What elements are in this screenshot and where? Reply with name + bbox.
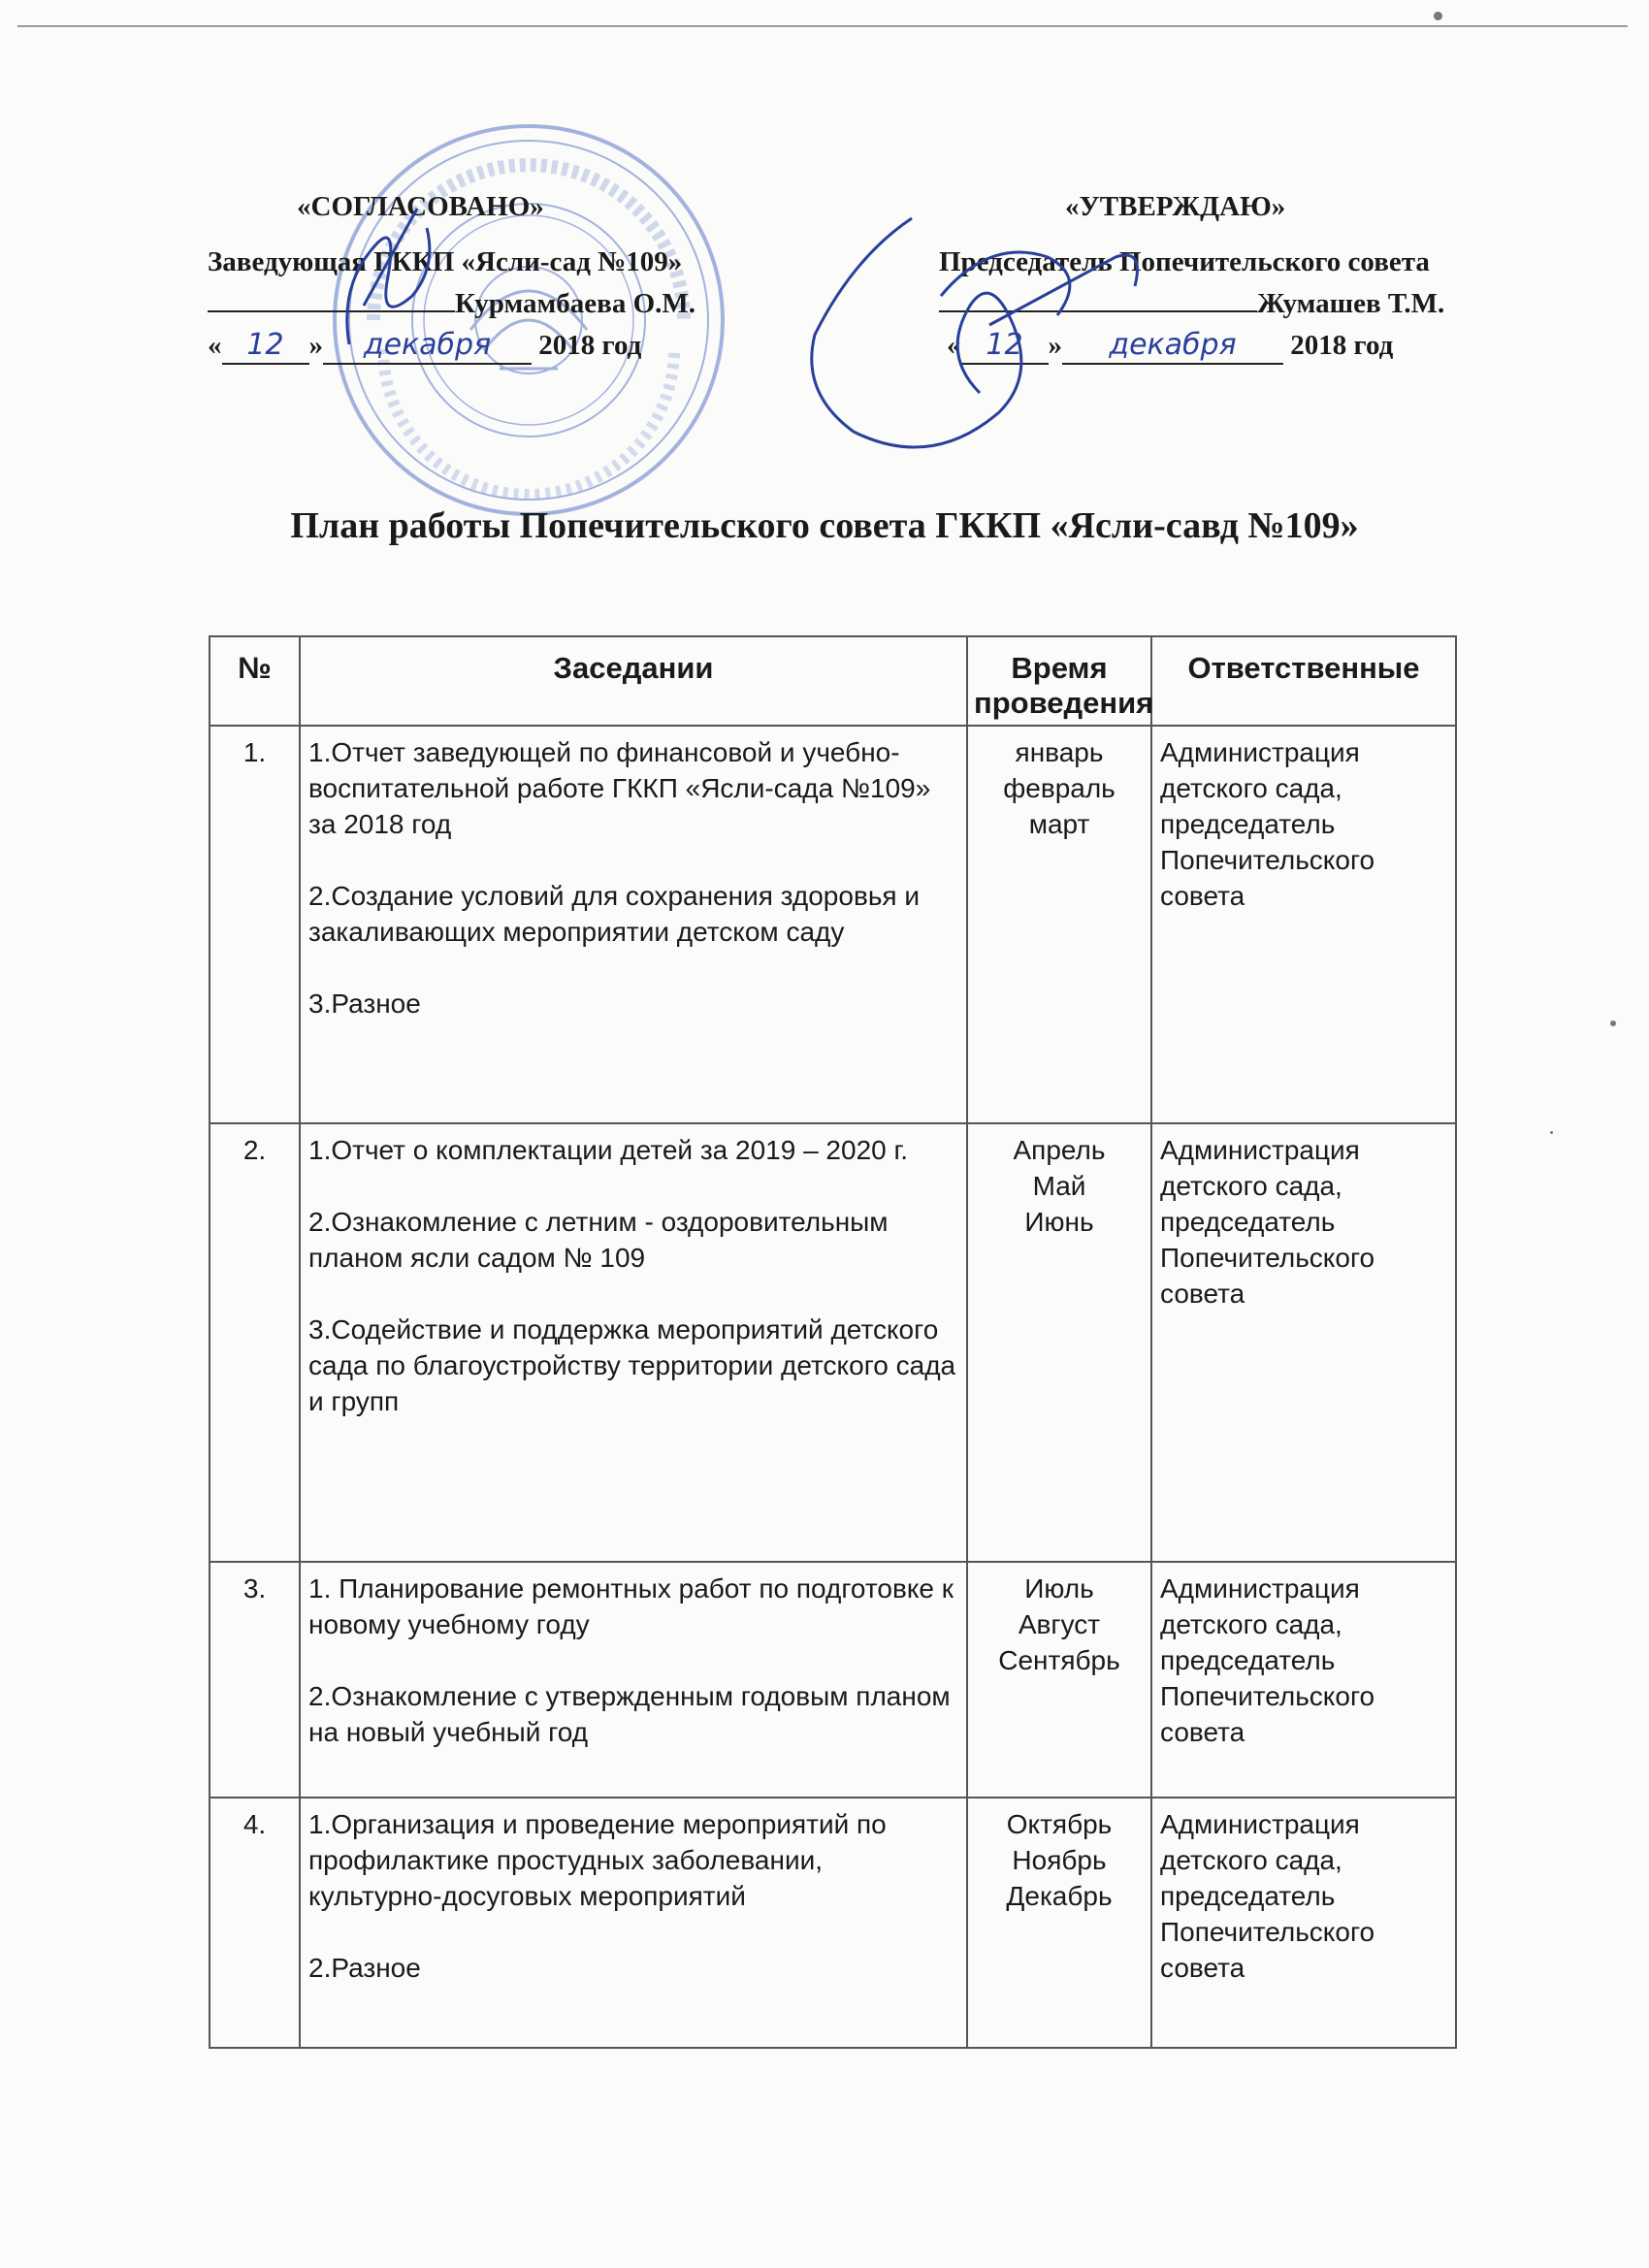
month-label: март — [1028, 809, 1090, 839]
meeting-months — [967, 1562, 1151, 1798]
scan-speck — [1550, 1131, 1553, 1134]
agenda-item: 3.Разное — [308, 988, 421, 1019]
date-day: 12 — [961, 327, 1049, 365]
month-label: Сентябрь — [998, 1645, 1120, 1675]
agenda-item: 2.Разное — [308, 1953, 421, 1983]
work-plan-table — [209, 635, 1457, 2049]
approval-date-line: « 12 » декабря 2018 год — [947, 327, 1393, 365]
meeting-months — [967, 726, 1151, 1123]
responsible-party: Администрация детского сада, председатель Попечительского совета — [1151, 726, 1456, 1123]
meeting-agenda — [300, 1562, 967, 1798]
agenda-item: 1.Организация и проведение мероприятий по профилактике простудных заболевании, культурно-досуговых мероприятий — [308, 1809, 887, 1911]
scan-edge-line — [17, 25, 1628, 27]
month-label: Апрель — [1013, 1135, 1106, 1165]
meeting-agenda — [300, 1798, 967, 2048]
agenda-item: 1.Отчет заведующей по финансовой и учебно-воспитательной работе ГККП «Ясли-сада №109» за 2018 год — [308, 737, 931, 839]
agenda-item: 2.Ознакомление с летним - оздоровительным планом ясли садом № 109 — [308, 1207, 889, 1273]
month-label: февраль — [1003, 773, 1116, 803]
row-number: 1. — [210, 726, 300, 1123]
meeting-months — [967, 1123, 1151, 1562]
signature-right — [795, 199, 1174, 480]
responsible-party: Администрация детского сада, председатель Попечительского совета — [1151, 1798, 1456, 2048]
month-label: январь — [1015, 737, 1104, 767]
table-row — [210, 726, 1456, 1123]
table-row — [210, 1562, 1456, 1798]
agenda-item: 1. Планирование ремонтных работ по подготовке к новому учебному году — [308, 1573, 954, 1639]
meeting-agenda — [300, 1123, 967, 1562]
column-header-time: Время проведения — [967, 636, 1151, 726]
approval-name: Жумашев Т.М. — [1257, 288, 1445, 319]
column-header-responsible: Ответственные — [1151, 636, 1456, 726]
row-number: 3. — [210, 1562, 300, 1798]
page-title: План работы Попечительского совета ГККП «Ясли-савд №109» — [290, 505, 1359, 546]
month-label: Май — [1032, 1171, 1086, 1201]
signature-left — [320, 189, 456, 354]
agenda-item: 1.Отчет о комплектации детей за 2019 – 2020 г. — [308, 1135, 909, 1165]
row-number: 4. — [210, 1798, 300, 2048]
date-month: декабря — [1062, 327, 1283, 365]
column-header-number: № — [210, 636, 300, 726]
date-day: 12 — [222, 327, 309, 365]
date-month: декабря — [323, 327, 532, 365]
month-label: Август — [1018, 1609, 1101, 1639]
row-number: 2. — [210, 1123, 300, 1562]
responsible-party: Администрация детского сада, председатель Попечительского совета — [1151, 1562, 1456, 1798]
approval-block-left — [208, 189, 751, 373]
agenda-item: 3.Содействие и поддержка мероприятий детского сада по благоустройству территории детского сада и групп — [308, 1314, 956, 1416]
responsible-party: Администрация детского сада, председатель Попечительского совета — [1151, 1123, 1456, 1562]
approval-name: Курмамбаева О.М. — [455, 288, 696, 319]
month-label: Ноябрь — [1012, 1845, 1107, 1875]
table-row — [210, 1123, 1456, 1562]
column-header-meetings: Заседании — [300, 636, 967, 726]
date-year: 2018 год — [1290, 330, 1394, 361]
approval-position: Председатель Попечительского совета — [939, 246, 1430, 277]
approval-heading: «СОГЛАСОВАНО» — [297, 191, 544, 222]
table-header-row — [210, 636, 1456, 726]
scan-speck — [1610, 1021, 1616, 1026]
agenda-item: 2.Создание условий для сохранения здоровья и закаливающих мероприятии детском саду — [308, 881, 920, 947]
month-label: Июль — [1024, 1573, 1094, 1604]
date-year: 2018 год — [538, 330, 642, 361]
approval-position: Заведующая ГККП «Ясли-сад №109» — [208, 246, 683, 277]
agenda-item: 2.Ознакомление с утвержденным годовым планом на новый учебный год — [308, 1681, 951, 1747]
meeting-agenda — [300, 726, 967, 1123]
month-label: Декабрь — [1006, 1881, 1113, 1911]
approval-date-line: « 12 » декабря 2018 год — [208, 327, 641, 365]
month-label: Июнь — [1024, 1207, 1094, 1237]
approval-heading: «УТВЕРЖДАЮ» — [1065, 191, 1286, 222]
meeting-months — [967, 1798, 1151, 2048]
table-row — [210, 1798, 1456, 2048]
scan-speck — [1434, 12, 1442, 20]
month-label: Октябрь — [1006, 1809, 1113, 1839]
